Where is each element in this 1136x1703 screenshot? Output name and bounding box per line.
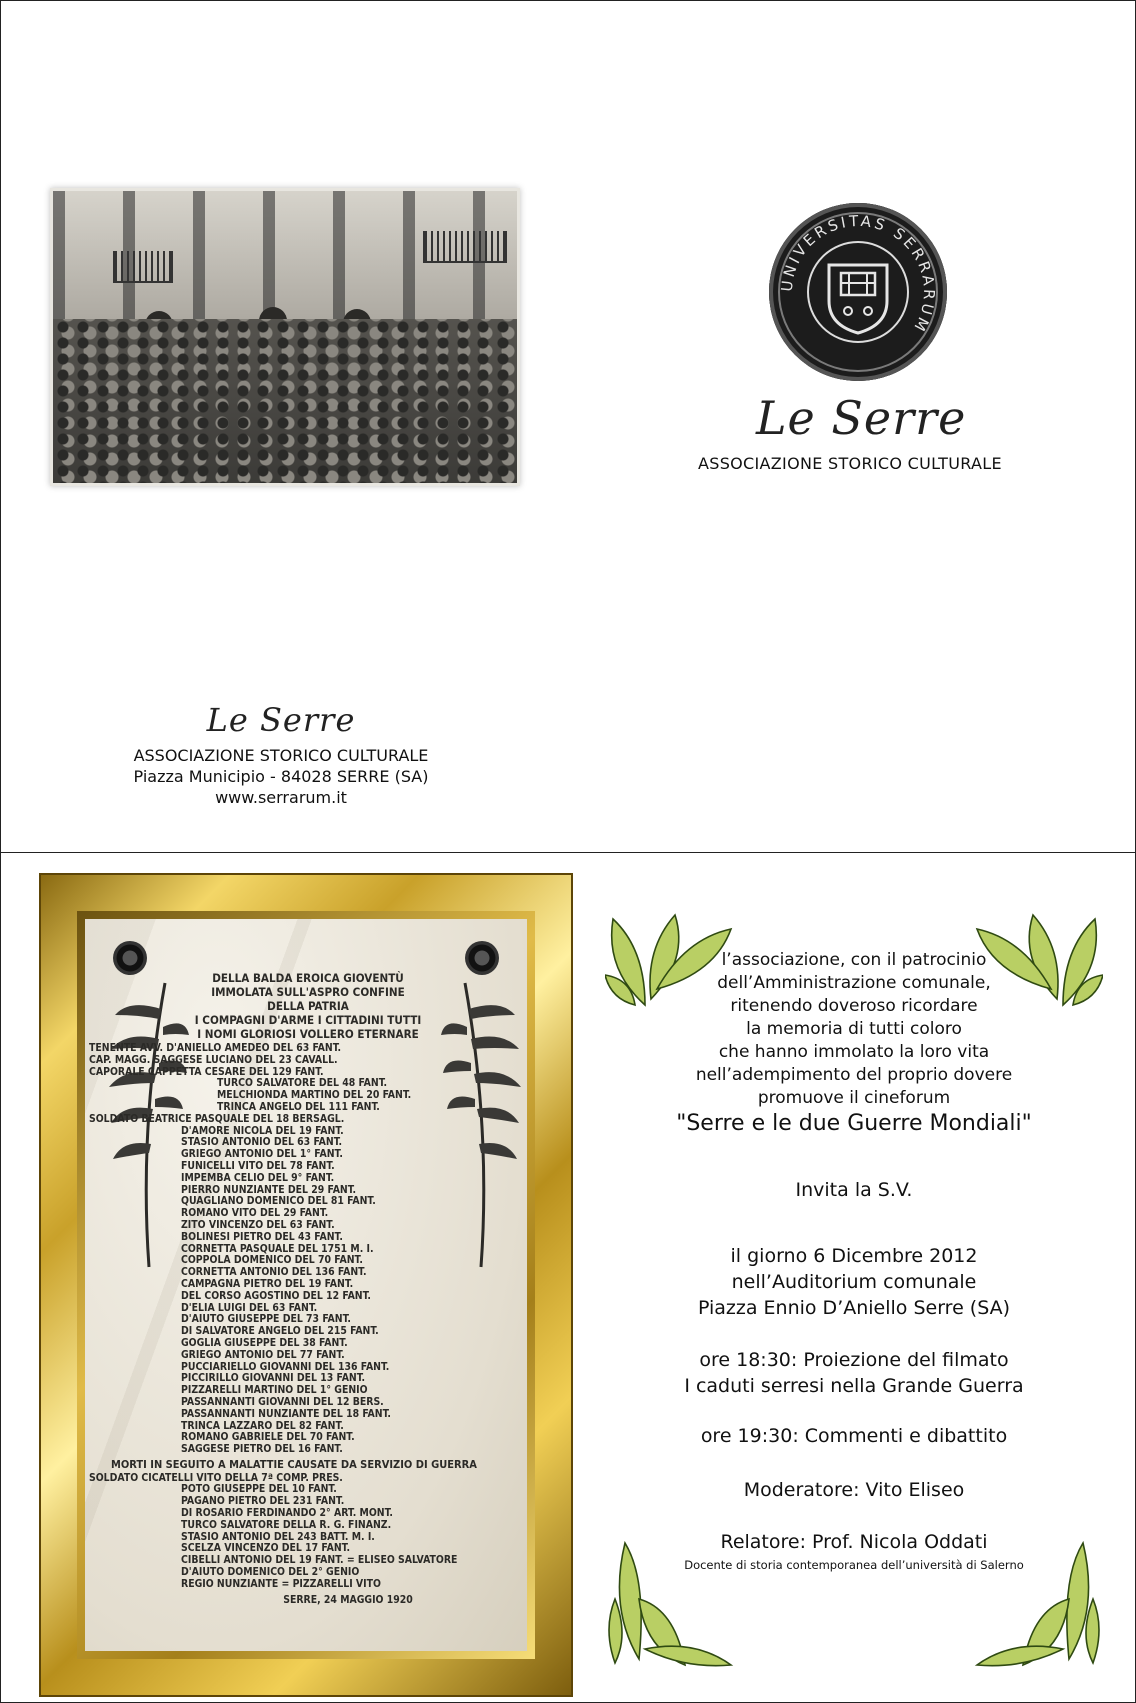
historic-photo (53, 191, 517, 483)
plaque-name-row: ROMANO VITO DEL 29 FANT. (181, 1207, 329, 1220)
plaque-name-row: D'AMORE NICOLA DEL 19 FANT. (181, 1124, 344, 1137)
plaque-name-row: BOLINESI PIETRO DEL 43 FANT. (181, 1230, 343, 1243)
plaque-date: SERRE, 24 MAGGIO 1920 (283, 1593, 413, 1606)
plaque-name-list-illness (89, 1473, 527, 1591)
back-website: www.serrarum.it (215, 788, 347, 807)
plaque-inscription (89, 971, 527, 1606)
universitas-seal (769, 203, 947, 381)
seal-text: UNIVERSITAS SERRARUM (777, 211, 939, 337)
plaque-name-row: PIZZARELLI MARTINO DEL 1° GENIO (181, 1384, 368, 1397)
speaker-role: Docente di storia contemporanea dell’università di Salerno (684, 1558, 1024, 1572)
invitation-text (629, 853, 1079, 1702)
intro-line: che hanno immolato la loro vita (718, 1042, 990, 1062)
film-title: "Serre e le due Guerre Mondiali" (676, 1111, 1032, 1136)
plaque-name-row: ZITO VINCENZO DEL 63 FANT. (181, 1218, 335, 1231)
plaque-name-row: STASIO ANTONIO DEL 63 FANT. (181, 1136, 343, 1149)
plaque-heading-line: I COMPAGNI D'ARME I CITTADINI TUTTI (194, 1013, 422, 1027)
intro-line: l’associazione, con il patrocinio (721, 950, 987, 970)
gold-frame-inner (77, 911, 535, 1659)
plaque-name-row: CAPORALE CAPPETTA CESARE DEL 129 FANT. (89, 1065, 324, 1078)
intro-line: la memoria di tutti coloro (746, 1019, 962, 1039)
program-line: ore 18:30: Proiezione del filmato (699, 1349, 1009, 1371)
plaque-name-row: DI ROSARIO FERDINANDO 2° ART. MONT. (181, 1507, 393, 1520)
plaque-name-row: REGIO NUNZIANTE = PIZZARELLI VITO (181, 1577, 381, 1590)
moderator-line: Moderatore: Vito Eliseo (743, 1479, 965, 1501)
svg-text:UNIVERSITAS SERRARUM (778, 212, 939, 337)
plaque-name-row: PUCCIARIELLO GIOVANNI DEL 136 FANT. (181, 1360, 390, 1373)
intro-line: dell’Amministrazione comunale, (717, 973, 991, 993)
plaque-name-row: CIBELLI ANTONIO DEL 19 FANT. = ELISEO SALVATORE (181, 1554, 458, 1567)
plaque-name-row: POTO GIUSEPPE DEL 10 FANT. (181, 1483, 337, 1496)
plaque-name-row: SOLDATO CICATELLI VITO DELLA 7ª COMP. PRES. (89, 1471, 343, 1484)
plaque-name-row: TENENTE AVV. D'ANIELLO AMEDEO DEL 63 FANT. (89, 1042, 342, 1054)
plaque-name-row: GRIEGO ANTONIO DEL 77 FANT. (181, 1348, 345, 1361)
back-association-name: ASSOCIAZIONE STORICO CULTURALE (133, 746, 429, 765)
plaque-name-row: D'AIUTO DOMENICO DEL 2° GENIO (181, 1566, 360, 1579)
plaque-name-row: DEL CORSO AGOSTINO DEL 12 FANT. (181, 1289, 371, 1302)
program-line: ore 19:30: Commenti e dibattito (700, 1425, 1008, 1447)
plaque-name-row: SOLDATO BEATRICE PASQUALE DEL 18 BERSAGL. (89, 1112, 345, 1125)
back-address: Piazza Municipio - 84028 SERRE (SA) (133, 767, 429, 786)
plaque-rosette (113, 941, 147, 975)
plaque-name-row: MELCHIONDA MARTINO DEL 20 FANT. (217, 1089, 412, 1102)
plaque-name-row: CORNETTA PASQUALE DEL 1751 M. I. (181, 1242, 374, 1255)
photo-balcony (423, 231, 507, 263)
plaque-name-row: CORNETTA ANTONIO DEL 136 FANT. (181, 1266, 367, 1279)
plaque-name-row: PICCIRILLO GIOVANNI DEL 13 FANT. (181, 1372, 366, 1385)
plaque-name-row: QUAGLIANO DOMENICO DEL 81 FANT. (181, 1195, 376, 1208)
photo-balcony (113, 251, 173, 283)
plaque-name-row: TURCO SALVATORE DELLA R. G. FINANZ. (181, 1518, 392, 1531)
photo-crowd (53, 319, 517, 483)
seal-icon (769, 203, 947, 381)
plaque-name-row: GOGLIA GIUSEPPE DEL 38 FANT. (181, 1336, 348, 1349)
plaque-name-row: DI SALVATORE ANGELO DEL 215 FANT. (181, 1325, 379, 1338)
invitation-intro (629, 949, 1079, 1110)
plaque-name-row: SCELZA VINCENZO DEL 17 FANT. (181, 1542, 351, 1555)
plaque-name-row: TRINCA LAZZARO DEL 82 FANT. (181, 1419, 344, 1432)
intro-line: nell’adempimento del proprio dovere (695, 1065, 1013, 1085)
plaque-name-row: TURCO SALVATORE DEL 48 FANT. (217, 1077, 388, 1090)
script-logo-title: Le Serre (756, 391, 967, 445)
back-cover-block (111, 701, 451, 808)
plaque-name-row: PASSANNANTI NUNZIANTE DEL 18 FANT. (181, 1407, 391, 1420)
invita-line: Invita la S.V. (795, 1179, 913, 1201)
event-when-where (629, 1243, 1079, 1321)
plaque-name-row: ROMANO GABRIELE DEL 70 FANT. (181, 1431, 355, 1444)
back-script-logo-title: Le Serre (206, 701, 356, 739)
card-inside-panel (0, 852, 1136, 1703)
plaque-name-row: STASIO ANTONIO DEL 243 BATT. M. I. (181, 1530, 375, 1543)
when-line: il giorno 6 Dicembre 2012 (730, 1245, 978, 1267)
intro-line: promuove il cineforum (757, 1088, 951, 1108)
plaque-section-heading: MORTI IN SEGUITO A MALATTIE CAUSATE DA SERVIZIO DI GUERRA (111, 1457, 477, 1471)
when-line: nell’Auditorium comunale (731, 1271, 977, 1293)
plaque-name-row: FUNICELLI VITO DEL 78 FANT. (181, 1159, 335, 1172)
association-subtitle: ASSOCIAZIONE STORICO CULTURALE (698, 454, 1002, 473)
plaque-heading-line: DELLA PATRIA (267, 999, 349, 1013)
plaque-heading-line: DELLA BALDA EROICA GIOVENTÙ (212, 971, 404, 985)
speaker-line: Relatore: Prof. Nicola Oddati (720, 1531, 988, 1553)
when-line: Piazza Ennio D’Aniello Serre (SA) (697, 1297, 1011, 1319)
plaque-name-row: D'ELIA LUIGI DEL 63 FANT. (181, 1301, 318, 1314)
plaque-name-row: CAMPAGNA PIETRO DEL 19 FANT. (181, 1277, 354, 1290)
plaque-name-row: PIERRO NUNZIANTE DEL 29 FANT. (181, 1183, 357, 1196)
plaque-name-row: PASSANNANTI GIOVANNI DEL 12 BERS. (181, 1395, 384, 1408)
plaque-name-row: GRIEGO ANTONIO DEL 1° FANT. (181, 1148, 343, 1161)
plaque-heading-line: I NOMI GLORIOSI VOLLERO ETERNARE (197, 1027, 419, 1041)
program-block (629, 1347, 1079, 1399)
plaque-name-row: SAGGESE PIETRO DEL 16 FANT. (181, 1443, 343, 1456)
plaque-name-row: TRINCA ANGELO DEL 111 FANT. (217, 1100, 380, 1113)
plaque-heading-line: IMMOLATA SULL'ASPRO CONFINE (211, 985, 405, 999)
intro-line: ritenendo doveroso ricordare (730, 996, 978, 1016)
plaque-name-row: CAP. MAGG. SAGGESE LUCIANO DEL 23 CAVALL. (89, 1053, 338, 1066)
plaque-rosette (465, 941, 499, 975)
memorial-plaque (85, 919, 527, 1651)
plaque-name-row: COPPOLA DOMENICO DEL 70 FANT. (181, 1254, 363, 1267)
plaque-name-row: PAGANO PIETRO DEL 231 FANT. (181, 1495, 345, 1508)
plaque-name-row: IMPEMBA CELIO DEL 9° FANT. (181, 1171, 335, 1184)
plaque-name-list (89, 1043, 527, 1456)
plaque-name-row: D'AIUTO GIUSEPPE DEL 73 FANT. (181, 1313, 351, 1326)
program-line: I caduti serresi nella Grande Guerra (684, 1375, 1024, 1397)
gold-frame (41, 875, 571, 1695)
